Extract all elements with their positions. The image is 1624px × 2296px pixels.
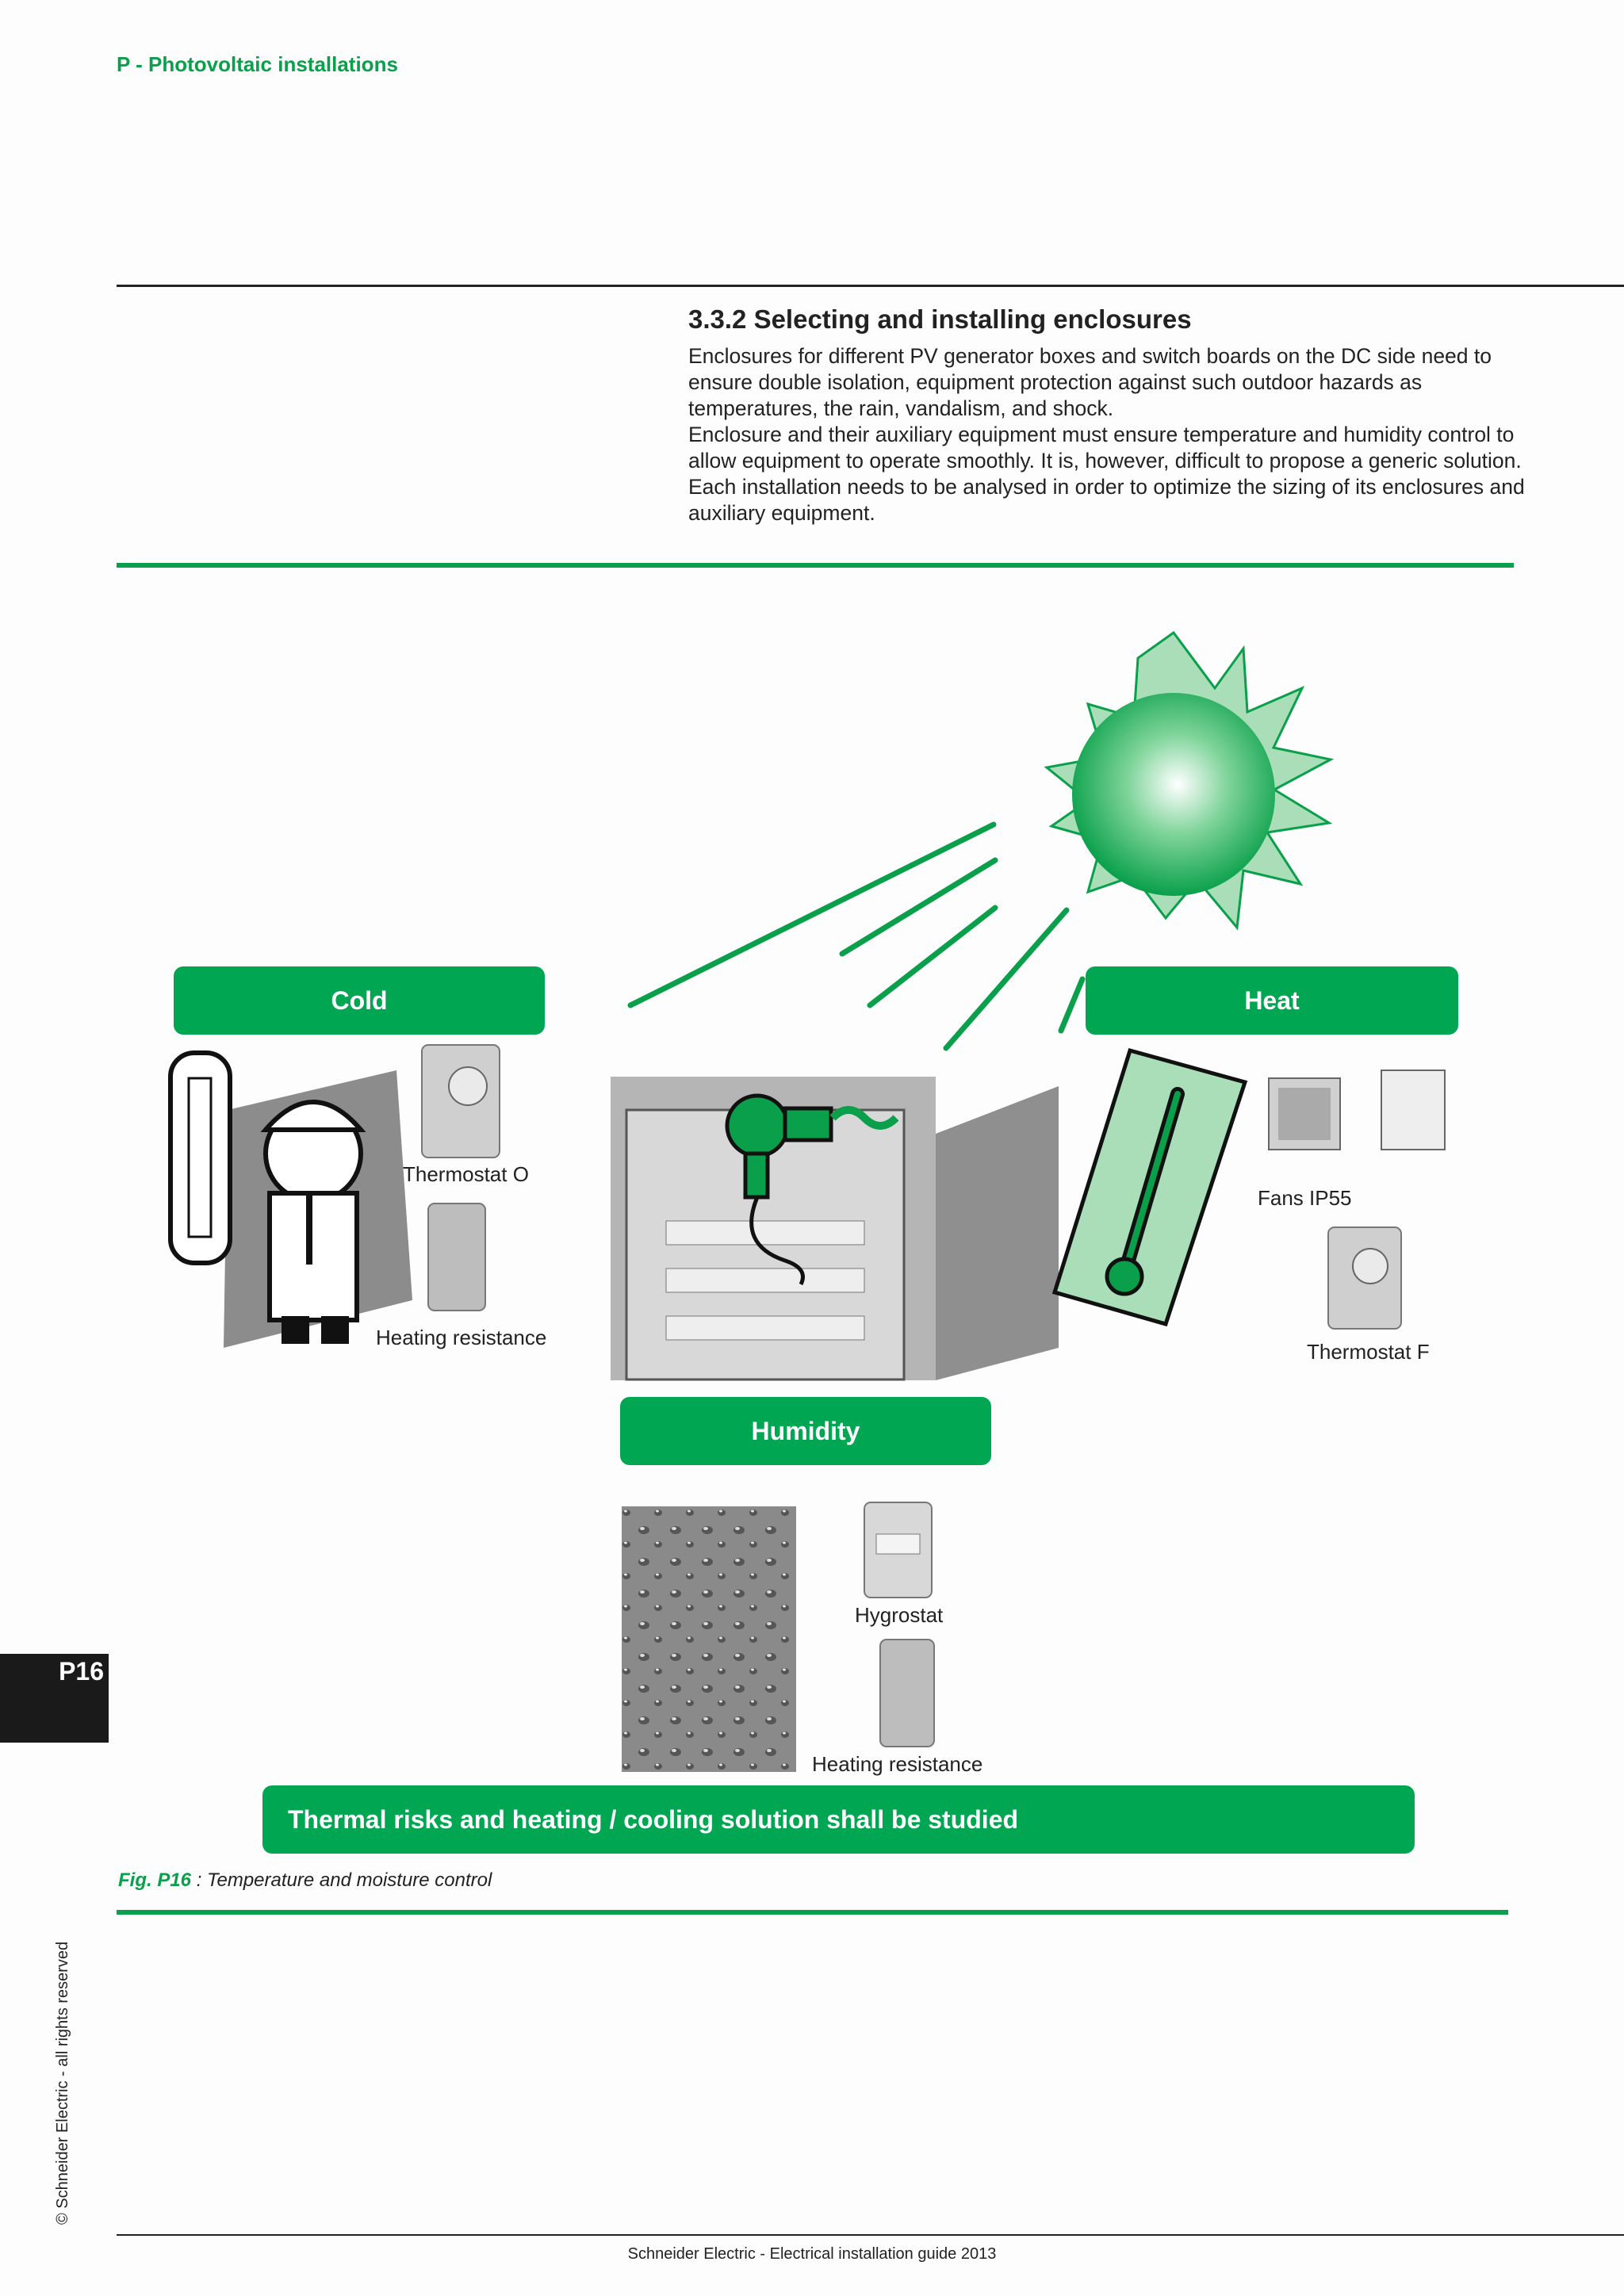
fans-ip55-label: Fans IP55 [1258, 1186, 1352, 1210]
hygrostat-label: Hygrostat [855, 1603, 944, 1627]
sun-icon [1047, 633, 1331, 928]
chapter-header: P - Photovoltaic installations [117, 52, 398, 76]
page-number: P16 [59, 1657, 104, 1686]
thermostat-o-image [422, 1045, 500, 1158]
water-droplets-photo [622, 1506, 796, 1772]
section-title: 3.3.2 Selecting and installing enclosures [688, 304, 1192, 334]
hygrostat-image [864, 1502, 932, 1598]
heating-resistance-humidity-label: Heating resistance [812, 1752, 983, 1776]
figure-bottom-rule [117, 1910, 1508, 1915]
thermometer-icon [1055, 1050, 1245, 1324]
copyright-notice: © Schneider Electric - all rights reserved [54, 1941, 71, 2225]
heating-resistance-cold-image [428, 1203, 485, 1311]
sun-rays [630, 825, 1082, 1048]
thermostat-o-label: Thermostat O [403, 1162, 529, 1186]
cold-character-illustration [170, 1053, 412, 1348]
paragraph-2: Enclosure and their auxiliary equipment must ensure temperature and humidity control to allow equipment to operate smoothly. It is, however, difficult to propose a generic solution. Each installation needs to be analysed in order to optimize the sizing of its enclosures and auxiliary equipment. [688, 423, 1525, 525]
page-number-tab [0, 1654, 109, 1743]
heating-resistance-humidity-image [880, 1640, 934, 1747]
enclosure-cabinet-photo [611, 1077, 1059, 1380]
heat-box: Heat [1086, 966, 1458, 1035]
thermostat-f-image [1328, 1227, 1401, 1329]
heating-resistance-cold-label: Heating resistance [376, 1326, 547, 1349]
thermostat-f-label: Thermostat F [1307, 1340, 1430, 1364]
thermal-risks-banner: Thermal risks and heating / cooling solution shall be studied [262, 1785, 1415, 1854]
paragraph-1: Enclosures for different PV generator boxes and switch boards on the DC side need to ensure double isolation, equipment protection against such outdoor hazards as temperatures, the rain, vandalism, and shock. [688, 344, 1492, 420]
humidity-box: Humidity [620, 1397, 991, 1465]
cold-box: Cold [174, 966, 545, 1035]
figure-caption [118, 1869, 492, 1892]
figure-caption-text: : Temperature and moisture control [191, 1869, 492, 1891]
fan-ip55-image [1269, 1070, 1445, 1150]
footer-text: Schneider Electric - Electrical installation guide 2013 [627, 2245, 997, 2263]
figure-number: Fig. P16 [118, 1869, 192, 1891]
footer-rule [117, 2234, 1624, 2236]
